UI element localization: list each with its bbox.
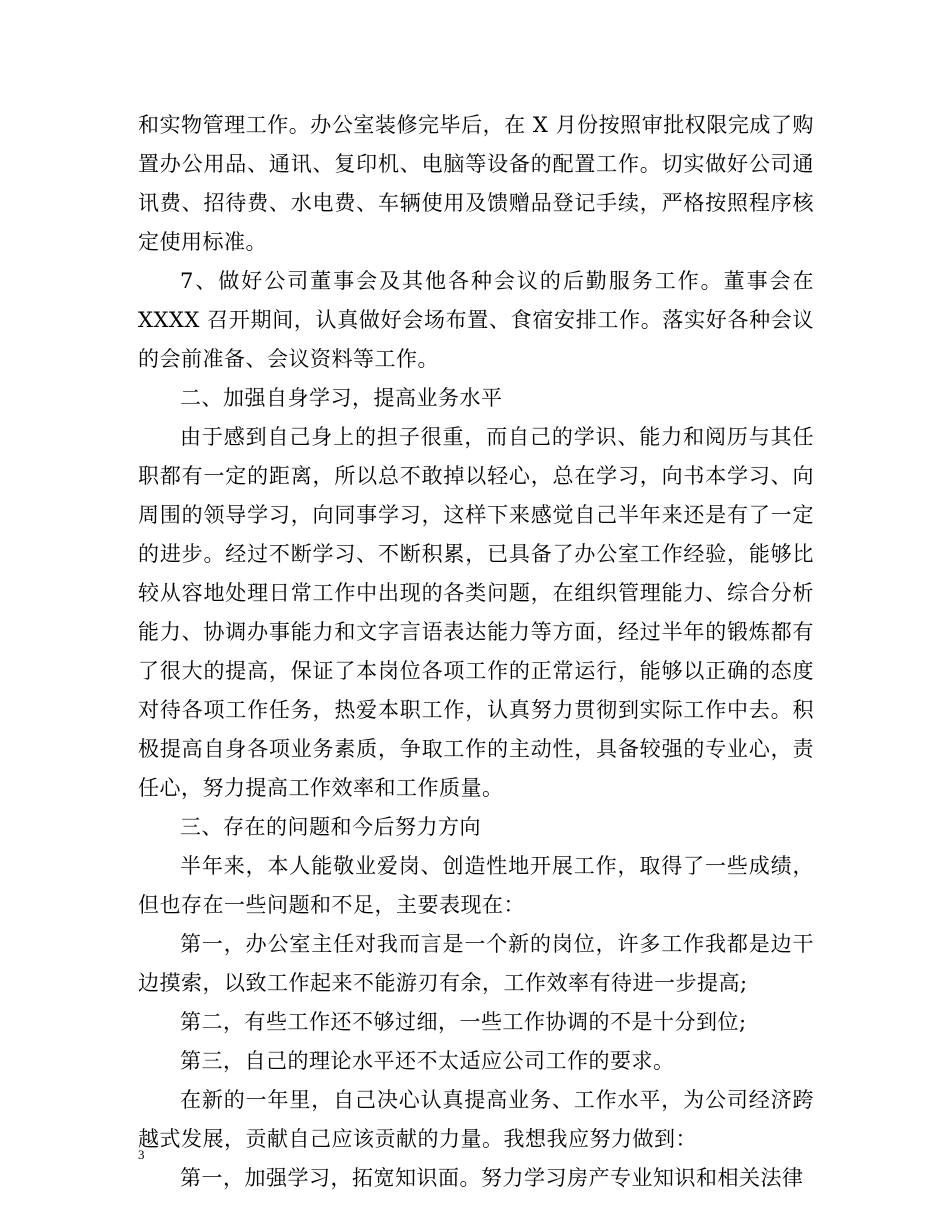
paragraph-item-7: 7、做好公司董事会及其他各种会议的后勤服务工作。董事会在 XXXX 召开期间，认真做好会场布置、食宿安排工作。落实好各种会议的会前准备、会议资料等工作。 xyxy=(138,269,814,371)
paragraph-new-year-goals: 在新的一年里，自己决心认真提高业务、工作水平，为公司经济跨越式发展，贡献自己应该贡献的力量。我想我应努力做到： xyxy=(138,1088,814,1151)
paragraph-problem-3: 第三，自己的理论水平还不太适应公司工作的要求。 xyxy=(180,1049,675,1073)
document-body xyxy=(138,106,814,1198)
section-heading-3: 三、存在的问题和今后努力方向 xyxy=(180,815,481,839)
paragraph-half-year-summary: 半年来，本人能敬业爱岗、创造性地开展工作，取得了一些成绩，但也存在一些问题和不足，主要表现在： xyxy=(138,854,814,917)
paragraph-problem-2: 第二，有些工作还不够过细，一些工作协调的不是十分到位; xyxy=(180,1010,747,1034)
paragraph-self-study: 由于感到自己身上的担子很重，而自己的学识、能力和阅历与其任职都有一定的距离，所以总不敢掉以轻心，总在学习，向书本学习、向周围的领导学习，向同事学习，这样下来感觉自己半年来还是有了一定的进步。经过不断学习、不断积累，已具备了办公室工作经验，能够比较从容地处理日常工作中出现的各类问题，在组织管理能力、综合分析能力、协调办事能力和文字言语表达能力等方面，经过半年的锻炼都有了很大的提高，保证了本岗位各项工作的正常运行，能够以正确的态度对待各项工作任务，热爱本职工作，认真努力贯彻到实际工作中去。积极提高自身各项业务素质，争取工作的主动性，具备较强的专业心，责任心，努力提高工作效率和工作质量。 xyxy=(138,425,814,800)
section-heading-2: 二、加强自身学习，提高业务水平 xyxy=(180,386,503,410)
paragraph-goal-1: 第一，加强学习，拓宽知识面。努力学习房产专业知识和相关法律 xyxy=(180,1166,804,1190)
page-number: 3 xyxy=(138,1147,145,1162)
paragraph-continuation: 和实物管理工作。办公室装修完毕后，在 X 月份按照审批权限完成了购置办公用品、通讯、复印机、电脑等设备的配置工作。切实做好公司通讯费、招待费、水电费、车辆使用及馈赠品登记手续，严格按照程序核定使用标准。 xyxy=(138,113,814,254)
paragraph-problem-1: 第一，办公室主任对我而言是一个新的岗位，许多工作我都是边干边摸索，以致工作起来不能游刃有余，工作效率有待进一步提高; xyxy=(138,932,814,995)
